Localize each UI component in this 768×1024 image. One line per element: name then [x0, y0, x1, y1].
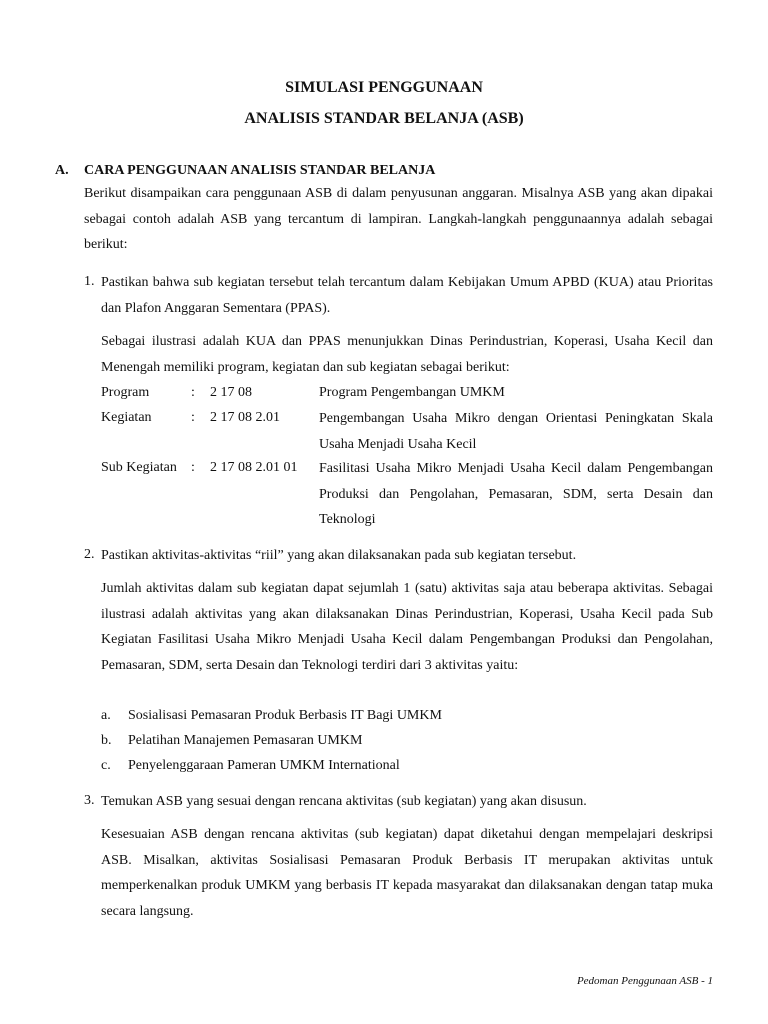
- item-letter: c.: [101, 758, 111, 773]
- row-colon: :: [191, 410, 195, 425]
- row-code: 2 17 08: [210, 385, 252, 400]
- step-number: 3.: [84, 793, 95, 808]
- row-label: Kegiatan: [101, 410, 152, 425]
- step-body: Jumlah aktivitas dalam sub kegiatan dapat sejumlah 1 (satu) aktivitas saja atau beberapa aktivitas. Sebagai ilustrasi adalah aktivitas yang akan dilaksanakan Dinas Perindustrian, Koperasi, Usaha Kecil pada Sub Kegiatan Fasilitasi Usaha Mikro Menjadi Usaha Kecil dalam Pengembangan Produksi dan Pengolahan, Pemasaran, SDM, serta Desain dan Teknologi terdiri dari 3 aktivitas yaitu:: [101, 581, 713, 673]
- title-line-1: SIMULASI PENGGUNAAN: [285, 79, 483, 96]
- list-item: [101, 708, 713, 730]
- sub-kegiatan-desc: Fasilitasi Usaha Mikro Menjadi Usaha Kecil dalam Pengembangan Produksi dan Pengolahan, Pemasaran, SDM, serta Desain dan Teknologi: [319, 461, 713, 527]
- row-label: Sub Kegiatan: [101, 460, 177, 475]
- item-letter: a.: [101, 708, 111, 723]
- row-code: 2 17 08 2.01 01: [210, 460, 298, 475]
- step-body: Kesesuaian ASB dengan rencana aktivitas (sub kegiatan) dapat diketahui dengan mempelajari deskripsi ASB. Misalkan, aktivitas Sosialisasi Pemasaran Produk Berbasis IT merupakan aktivitas untuk memperkenalkan produk UMKM yang berbasis IT kepada masyarakat dan dilaksanakan dengan tatap muka secara langsung.: [101, 827, 713, 919]
- step-illustration: Sebagai ilustrasi adalah KUA dan PPAS menunjukkan Dinas Perindustrian, Koperasi, Usaha Kecil dan Menengah memiliki program, kegiatan dan sub kegiatan sebagai berikut:: [101, 334, 713, 375]
- section-intro: Berikut disampaikan cara penggunaan ASB di dalam penyusunan anggaran. Misalnya ASB yang akan dipakai sebagai contoh adalah ASB yang tercantum di lampiran. Langkah-langkah penggunaannya adalah sebagai berikut:: [84, 186, 713, 252]
- row-label: Program: [101, 385, 150, 400]
- row-desc: Program Pengembangan UMKM: [319, 385, 505, 400]
- item-text: Pelatihan Manajemen Pemasaran UMKM: [128, 733, 363, 748]
- step-text: Temukan ASB yang sesuai dengan rencana aktivitas (sub kegiatan) yang akan disusun.: [101, 794, 587, 809]
- item-text: Sosialisasi Pemasaran Produk Berbasis IT Bagi UMKM: [128, 708, 442, 723]
- program-row: [101, 385, 713, 407]
- section-a-heading: [55, 163, 435, 179]
- section-title: CARA PENGGUNAAN ANALISIS STANDAR BELANJA: [84, 163, 436, 178]
- row-colon: :: [191, 460, 195, 475]
- title-line-2: ANALISIS STANDAR BELANJA (ASB): [244, 110, 524, 127]
- list-item: [101, 758, 713, 780]
- list-item: [101, 733, 713, 755]
- row-colon: :: [191, 385, 195, 400]
- row-code: 2 17 08 2.01: [210, 410, 280, 425]
- section-letter: A.: [55, 163, 69, 178]
- step-text: Pastikan aktivitas-aktivitas “riil” yang akan dilaksanakan pada sub kegiatan tersebut.: [101, 548, 577, 563]
- item-text: Penyelenggaraan Pameran UMKM International: [128, 758, 400, 773]
- step-number: 1.: [84, 274, 95, 289]
- kegiatan-desc: Pengembangan Usaha Mikro dengan Orientasi Peningkatan Skala Usaha Menjadi Usaha Kecil: [319, 411, 713, 452]
- item-letter: b.: [101, 733, 112, 748]
- step-text: Pastikan bahwa sub kegiatan tersebut telah tercantum dalam Kebijakan Umum APBD (KUA) atau Prioritas dan Plafon Anggaran Sementara (PPAS).: [101, 275, 713, 316]
- step-number: 2.: [84, 547, 95, 562]
- page-footer: Pedoman Penggunaan ASB - 1: [576, 975, 713, 987]
